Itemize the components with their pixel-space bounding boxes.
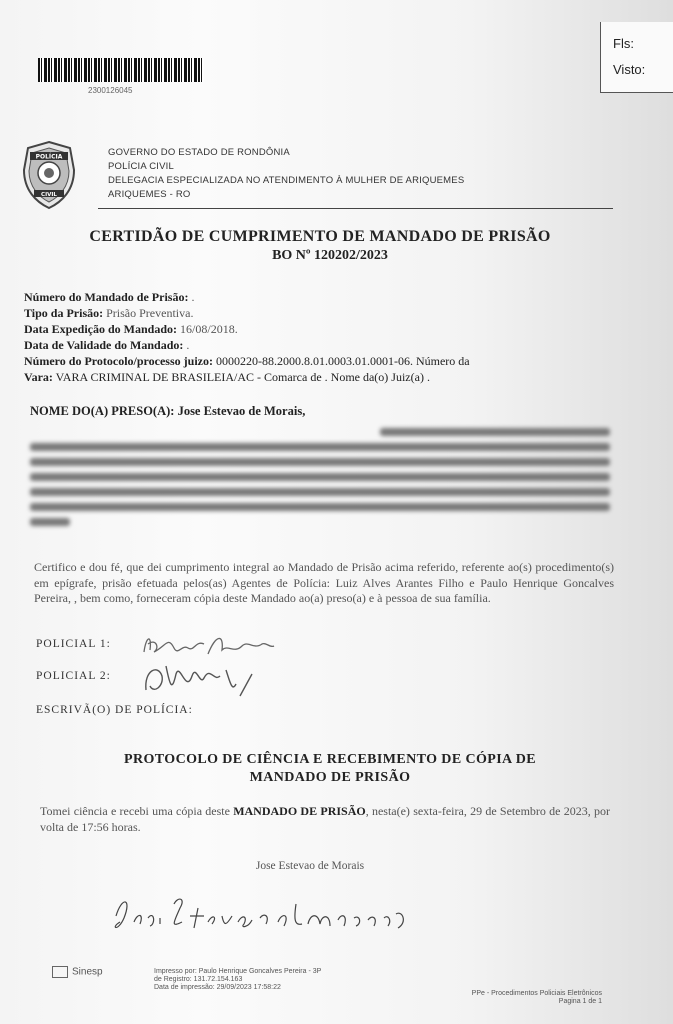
- field-protocolo: [24, 354, 470, 369]
- fls-visto-box: [600, 22, 673, 93]
- barcode-number: 2300126045: [88, 86, 133, 95]
- sinesp-logo: [52, 966, 103, 978]
- label-data-validade: Data de Validade do Mandado:: [24, 338, 184, 352]
- institution-line-3: DELEGACIA ESPECIALIZADA NO ATENDIMENTO À MULHER DE ARIQUEMES: [108, 175, 465, 186]
- footer-registro: de Registro: 131.72.154.163: [154, 976, 243, 983]
- value-data-expedicao: 16/08/2018.: [177, 322, 238, 336]
- field-data-expedicao: [24, 322, 238, 337]
- footer-ppe-info: [420, 990, 602, 1006]
- fls-label: Fls:: [613, 36, 634, 51]
- field-numero-mandado: [24, 290, 194, 305]
- certificate-title: CERTIDÃO DE CUMPRIMENTO DE MANDADO DE PRISÃO: [89, 228, 551, 245]
- escrivao-label: ESCRIVÃ(O) DE POLÍCIA:: [36, 704, 193, 716]
- visto-label: Visto:: [613, 62, 646, 77]
- badge-top-text: POLÍCIA: [35, 153, 63, 161]
- value-data-validade: .: [183, 338, 190, 352]
- police-badge-icon: [22, 140, 76, 210]
- label-protocolo: Número do Protocolo/processo juizo:: [24, 354, 213, 368]
- footer-ppe: PPe - Procedimentos Policiais Eletrônicos: [471, 990, 602, 997]
- institution-line-2: POLÍCIA CIVIL: [108, 161, 174, 172]
- value-preso-name: Jose Estevao de Morais,: [177, 404, 306, 418]
- label-data-expedicao: Data Expedição do Mandado:: [24, 322, 178, 336]
- value-tipo-prisao: Prisão Preventiva.: [103, 306, 194, 320]
- sinesp-logo-icon: [52, 966, 68, 978]
- ciencia-text-bold: MANDADO DE PRISÃO: [233, 804, 366, 818]
- policial-2-signature-icon: [140, 656, 260, 702]
- label-preso: NOME DO(A) PRESO(A):: [30, 404, 175, 418]
- preso-name-below: Jose Estevao de Morais: [255, 860, 365, 872]
- badge-bottom-text: CIVIL: [41, 192, 57, 198]
- field-preso: [30, 404, 305, 419]
- policial-1-label: POLICIAL 1:: [36, 638, 111, 650]
- footer-impresso-por: Impresso por: Paulo Henrique Goncalves Pereira - 3P: [154, 968, 322, 975]
- footer-print-info: [154, 968, 321, 992]
- field-vara: [24, 370, 430, 385]
- field-data-validade: [24, 338, 189, 353]
- label-vara: Vara:: [24, 370, 53, 384]
- institution-header: [108, 146, 464, 202]
- redacted-personal-data: [30, 422, 610, 526]
- header-divider: [98, 208, 613, 209]
- certifico-paragraph: Certifico e dou fé, que dei cumprimento integral ao Mandado de Prisão acima referido, referente ao(s) procedimento(s) em epígrafe, prisão efetuada pelos(as) Agentes de Polícia: Luiz Alves Arantes Filho e Paulo Henrique Goncalves Pereira, , bem como, forneceram cópia deste Mandado ao(a) preso(a) e à pessoa de sua família.: [34, 560, 614, 605]
- footer-pagina: Pagina 1 de 1: [558, 998, 602, 1005]
- value-vara: VARA CRIMINAL DE BRASILEIA/AC - Comarca de . Nome da(o) Juiz(a) .: [52, 370, 430, 384]
- policial-2-label: POLICIAL 2:: [36, 670, 111, 682]
- sinesp-logo-text: Sinesp: [72, 966, 103, 978]
- institution-line-4: ARIQUEMES - RO: [108, 189, 191, 200]
- institution-line-1: GOVERNO DO ESTADO DE RONDÔNIA: [108, 147, 290, 158]
- ciencia-paragraph: [40, 804, 610, 835]
- bo-number: BO Nº 120202/2023: [272, 248, 388, 263]
- ciencia-text-start: Tomei ciência e recebi uma cópia deste: [40, 804, 234, 818]
- preso-signature-icon: [108, 888, 418, 954]
- protocolo-ciencia-title-line-2: MANDADO DE PRISÃO: [249, 770, 411, 785]
- value-numero-mandado: .: [188, 290, 195, 304]
- label-numero-mandado: Número do Mandado de Prisão:: [24, 290, 189, 304]
- field-tipo-prisao: [24, 306, 193, 321]
- protocolo-ciencia-title-line-1: PROTOCOLO DE CIÊNCIA E RECEBIMENTO DE CÓPIA DE: [124, 752, 536, 767]
- ciencia-text-end: , nesta(e) sexta-feira, 29 de Setembro de 2023, por volta de 17:56 horas.: [40, 804, 610, 834]
- label-tipo-prisao: Tipo da Prisão:: [24, 306, 104, 320]
- value-protocolo: 0000220-88.2000.8.01.0003.01.0001-06. Número da: [212, 354, 470, 368]
- barcode: [38, 58, 204, 82]
- footer-data-impressao: Data de impressão: 29/09/2023 17:58:22: [154, 984, 281, 991]
